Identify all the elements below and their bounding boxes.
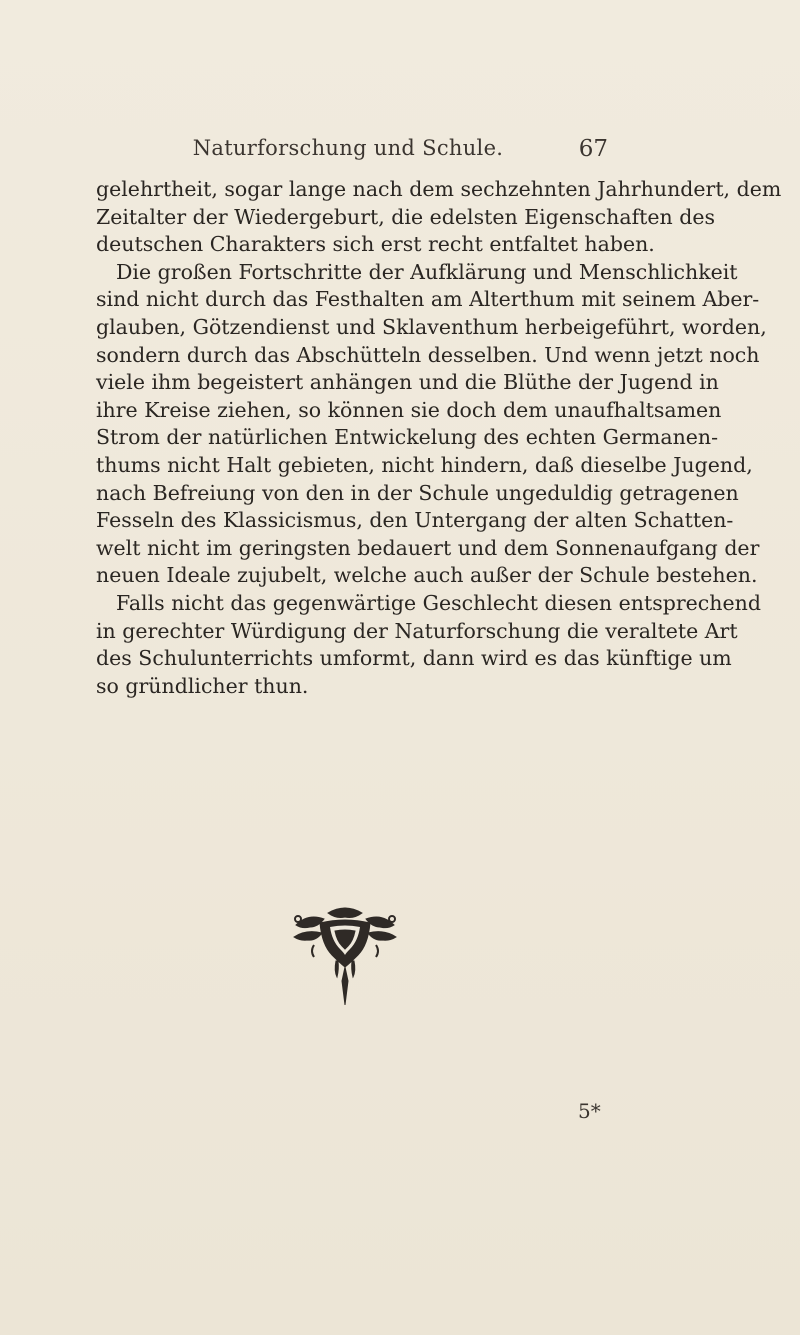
text-line: sind nicht durch das Festhalten am Alterthum mit seinem Aber- <box>96 287 760 312</box>
running-title: Naturforschung und Schule. <box>192 136 504 160</box>
text-line: nach Befreiung von den in der Schule ungeduldig getragenen <box>96 480 739 505</box>
text-line: neuen Ideale zujubelt, welche auch außer der Schule bestehen. <box>96 563 758 588</box>
text-line: des Schulunterrichts umformt, dann wird es das künftige um <box>96 646 732 671</box>
text-line: in gerechter Würdigung der Naturforschung die veraltete Art <box>96 618 738 643</box>
text-line: gelehrtheit, sogar lange nach dem sechzehnten Jahrhundert, dem <box>96 177 782 201</box>
text-line: Fesseln des Klassicismus, den Untergang der alten Schatten- <box>96 508 734 533</box>
decorative-vignette-icon <box>290 905 400 1009</box>
text-line: thums nicht Halt gebieten, nicht hindern, daß dieselbe Jugend, <box>96 452 753 477</box>
text-line: Strom der natürlichen Entwickelung des echten Germanen- <box>96 425 719 450</box>
printer-signature-mark: 5* <box>578 1099 601 1123</box>
text-line: welt nicht im geringsten bedauert und dem Sonnenaufgang der <box>96 535 760 560</box>
text-line: ihre Kreise ziehen, so können sie doch dem unaufhaltsamen <box>96 397 722 422</box>
text-line: so gründlicher thun. <box>96 673 309 698</box>
text-line: Die großen Fortschritte der Aufklärung und Menschlichkeit <box>116 259 738 284</box>
text-line: viele ihm begeistert anhängen und die Blüthe der Jugend in <box>96 370 719 395</box>
body-text <box>96 176 782 700</box>
running-head <box>96 136 608 166</box>
text-line: deutschen Charakters sich erst recht entfaltet haben. <box>96 232 655 257</box>
text-line: Falls nicht das gegenwärtige Geschlecht diesen entsprechend <box>116 590 761 615</box>
text-line: sondern durch das Abschütteln desselben. Und wenn jetzt noch <box>96 342 760 367</box>
text-line: glauben, Götzendienst und Sklaventhum herbeigeführt, worden, <box>96 314 767 339</box>
page-number: 67 <box>578 136 608 162</box>
text-line: Zeitalter der Wiedergeburt, die edelsten Eigenschaften des <box>96 204 716 229</box>
